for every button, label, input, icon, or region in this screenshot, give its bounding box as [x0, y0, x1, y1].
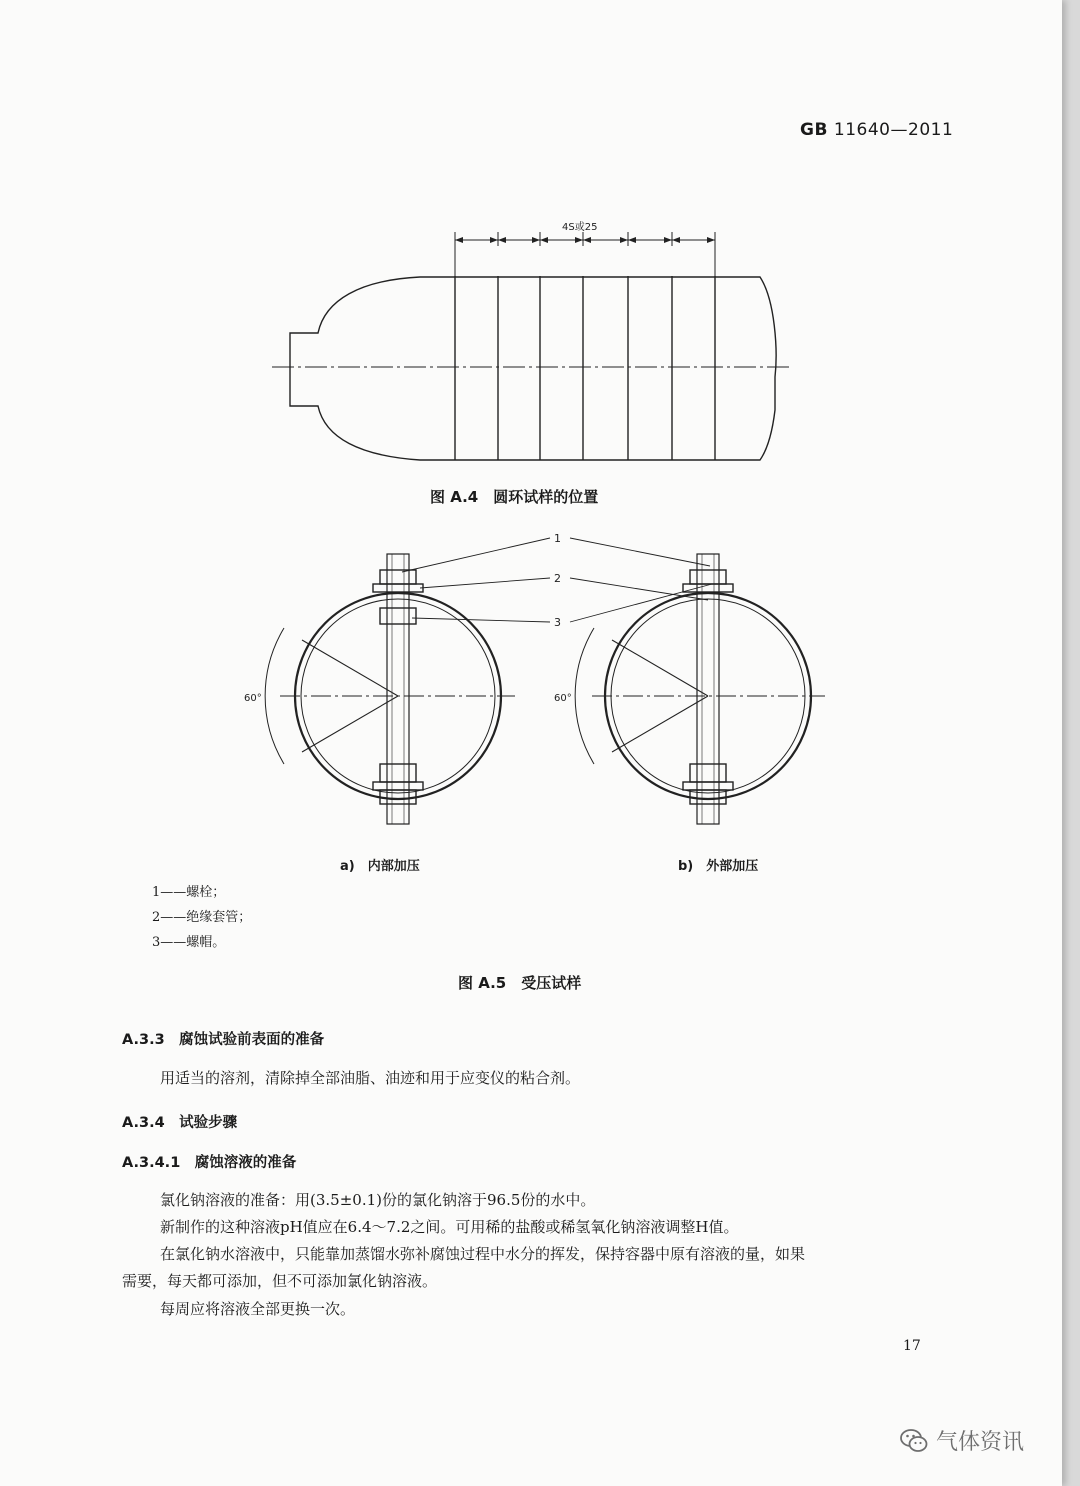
- paragraph-water-evaporation-cont: 需要，每天都可添加，但不可添加氯化钠溶液。: [122, 1272, 438, 1290]
- figure-a5-specimen-drawing: [240, 526, 840, 856]
- standard-code: [800, 120, 953, 140]
- angle-label-b: 60°: [554, 693, 572, 704]
- callout-3: 3: [554, 616, 561, 629]
- paragraph-ph-value: 新制作的这种溶液pH值应在6.4～7.2之间。可用稀的盐酸或稀氢氧化钠溶液调整H值。: [160, 1218, 739, 1236]
- paragraph-solution-prep: 氯化钠溶液的准备：用(3.5±0.1)份的氯化钠溶于96.5份的水中。: [160, 1191, 596, 1209]
- dimension-label: 4S或25: [562, 222, 598, 233]
- figure-a4-cylinder-drawing: [260, 210, 820, 480]
- subfigure-a-caption: a) 内部加压: [340, 859, 420, 874]
- wechat-icon: [900, 1428, 928, 1454]
- watermark: [900, 1425, 1024, 1456]
- callout-2: 2: [554, 572, 561, 585]
- watermark-text: 气体资讯: [936, 1430, 1025, 1455]
- bolt-a: [387, 554, 409, 824]
- legend-item-bolt: 1——螺栓；: [152, 885, 226, 900]
- sleeve-top-a: [373, 584, 423, 592]
- bolt-b: [697, 554, 719, 824]
- paragraph-a3-3: 用适当的溶剂，清除掉全部油脂、油迹和用于应变仪的粘合剂。: [160, 1069, 581, 1087]
- section-heading-a3-4-1: A.3.4.1 腐蚀溶液的准备: [122, 1155, 297, 1171]
- angle-label-a: 60°: [244, 693, 262, 704]
- paragraph-water-evaporation: 在氯化钠水溶液中，只能靠加蒸馏水弥补腐蚀过程中水分的挥发，保持容器中原有溶液的量，如果: [160, 1245, 806, 1263]
- cylinder-outline: [290, 277, 776, 460]
- legend-item-sleeve: 2——绝缘套管；: [152, 910, 252, 925]
- subfigure-b-caption: b) 外部加压: [678, 859, 759, 874]
- standard-prefix: GB: [800, 120, 828, 140]
- callout-1: 1: [554, 532, 561, 545]
- page-number: 17: [903, 1338, 921, 1354]
- section-heading-a3-3: A.3.3 腐蚀试验前表面的准备: [122, 1032, 325, 1048]
- section-heading-a3-4: A.3.4 试验步骤: [122, 1115, 238, 1131]
- legend-item-nut: 3——螺帽。: [152, 935, 226, 950]
- standard-number: 11640—2011: [833, 120, 954, 140]
- paragraph-weekly-replace: 每周应将溶液全部更换一次。: [160, 1300, 356, 1318]
- figure-a4-caption: 图 A.4 圆环试样的位置: [430, 488, 599, 506]
- nut-top-a: [380, 570, 416, 584]
- figure-a5-caption: 图 A.5 受压试样: [458, 974, 582, 992]
